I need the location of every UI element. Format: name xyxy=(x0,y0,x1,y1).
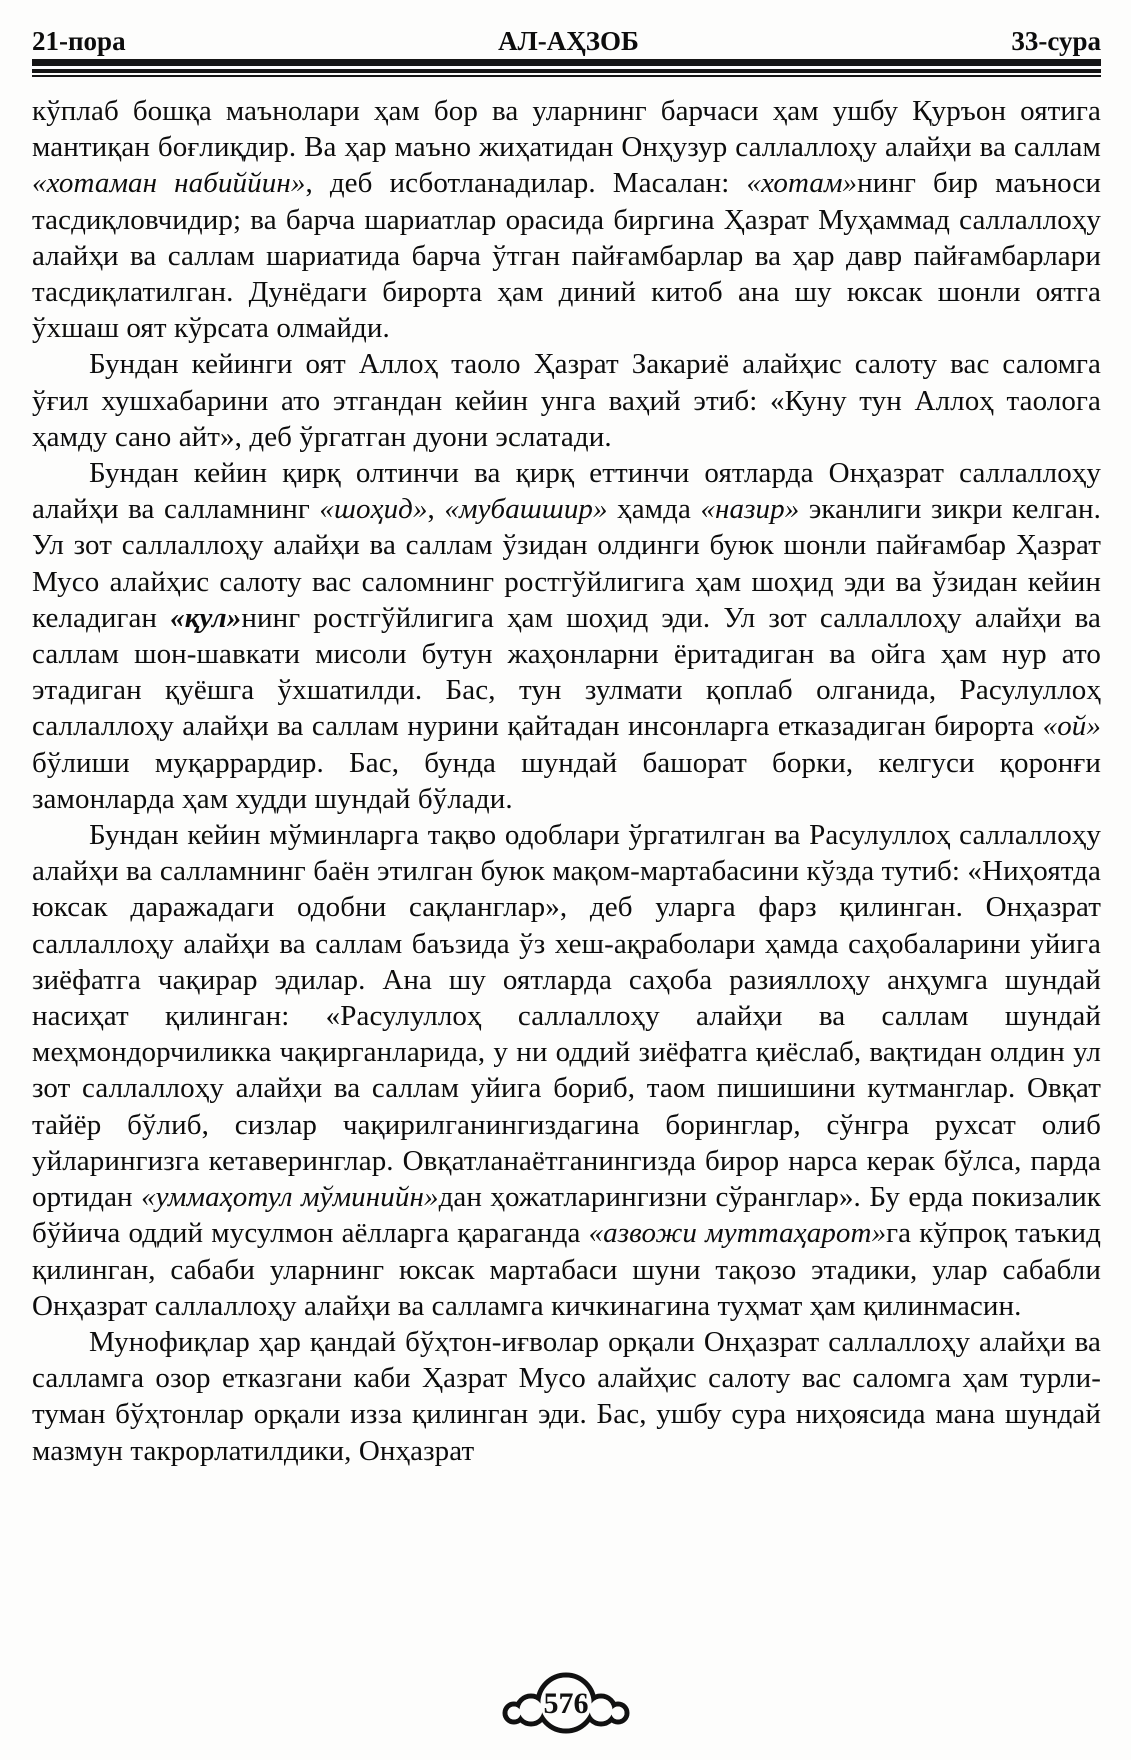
page-number-ornament xyxy=(0,1666,1131,1742)
juz-label: 21-пора xyxy=(32,26,126,56)
paragraph xyxy=(32,455,1101,817)
header-rule-mid-bar xyxy=(32,69,1101,73)
text-run: , деб исботланадилар. Масалан: xyxy=(305,167,747,200)
emphasized-text-run: «азвожи муттаҳарот» xyxy=(588,1217,887,1250)
sura-number-label: 33-сура xyxy=(1011,26,1101,56)
emphasized-text-run: «қул» xyxy=(170,601,242,634)
emphasized-text-run: «уммаҳотул мўминийн» xyxy=(141,1181,439,1214)
text-run: эканлиги зикри келган. Ул зот саллаллоҳу алайҳи ва саллам ўзидан олдинги буюк шонли пайғамбар Ҳазрат Мусо алайҳис салоту вас саломнинг ростгўйлигига ҳам шоҳид эди ва ўзидан кейин келадиган xyxy=(32,493,1101,634)
running-head xyxy=(32,26,1101,56)
text-run: га кўпроқ таъкид қилинган, сабаби уларнинг юксак мартабаси шуни тақозо этадики, улар сабабли Онҳазрат саллаллоҳу алайҳи ва салламга кичкинагина туҳмат ҳам қилинмасин. xyxy=(32,1217,1101,1322)
text-run: нинг бир маъноси тасдиқловчидир; ва барча шариатлар орасида биргина Ҳазрат Муҳаммад саллаллоҳу алайҳи ва саллам шариатида барча ўтган пайғамбарлар ва ҳар давр пайғамбарлари тасдиқлатилган. Дунёдаги бирорта ҳам диний китоб ана шу юксак шонли оятга ўхшаш оят кўрсата олмайди. xyxy=(32,167,1101,345)
sura-title: АЛ-АҲЗОБ xyxy=(498,26,639,56)
body-text xyxy=(32,93,1101,1469)
emphasized-text-run: «ой» xyxy=(1042,710,1101,743)
text-run: Мунофиқлар ҳар қандай бўҳтон-иғволар орқали Онҳазрат саллаллоҳу алайҳи ва салламга озор етказгани каби Ҳазрат Мусо алайҳис салоту вас саломга ҳам турли-туман бўҳтонлар орқали изза қилинган эди. Бас, ушбу сура ниҳоясида мана шундай мазмун такрорлатилдики, Онҳазрат xyxy=(32,1325,1101,1467)
paragraph xyxy=(32,817,1101,1324)
text-run: нинг ростгўйлигига ҳам шоҳид эди. Ул зот саллаллоҳу алайҳи ва саллам шон-шавкати мисоли бутун жаҳонларни ёритадиган ва ойга ҳам нур ато этадиган қуёшга ўхшатилди. Бас, тун зулмати қоплаб олганида, Расулуллоҳ саллаллоҳу алайҳи ва саллам нурини қайтадан инсонларга етказадиган бирорта xyxy=(32,601,1101,743)
paragraph xyxy=(32,346,1101,455)
header-rule-thick-bar xyxy=(32,59,1101,66)
emphasized-text-run: «назир» xyxy=(700,493,800,526)
emphasized-text-run: «хотам» xyxy=(746,167,858,200)
text-run: Бундан кейинги оят Аллоҳ таоло Ҳазрат Закариё алайҳис салоту вас саломга ўғил хушхабарини ато этгандан кейин унга ваҳий этиб: «Куну тун Аллоҳ таолога ҳамду сано айт», деб ўргатган дуони эслатади. xyxy=(32,348,1101,453)
text-run: ҳамда xyxy=(607,493,701,526)
emphasized-text-run: «хотаман набиййин» xyxy=(32,167,306,200)
text-run: бўлиши муқаррардир. Бас, бунда шундай башорат борки, келгуси қоронғи замонларда ҳам худди шундай бўлади. xyxy=(32,746,1101,815)
header-rule xyxy=(32,59,1101,77)
page-number: 576 xyxy=(543,1687,588,1720)
emphasized-text-run: «мубашшир» xyxy=(444,493,608,526)
text-run: дан ҳожатларингизни сўранглар». Бу ерда покизалик бўйича оддий мусулмон аёлларга қараганда xyxy=(32,1181,1101,1250)
text-run: Бундан кейин қирқ олтинчи ва қирқ еттинчи оятларда Онҳазрат саллаллоҳу алайҳи ва салламнинг xyxy=(32,457,1101,526)
cloud-ornament-icon xyxy=(491,1666,641,1742)
text-run: , xyxy=(427,493,445,526)
text-run: Бундан кейин мўминларга тақво одоблари ўргатилган ва Расулуллоҳ саллаллоҳу алайҳи ва салламнинг баён этилган буюк мақом-мартабасини кўзда тутиб: «Ниҳоятда юксак даражадаги одобни сақланглар», деб уларга фарз қилинган. Онҳазрат саллаллоҳу алайҳи ва саллам баъзида ўз хеш-ақраболари ҳамда саҳобаларини уйига зиёфатга чақирар эдилар. Ана шу оятларда саҳоба разияллоҳу анҳумга шундай насиҳат қилинган: «Расулуллоҳ саллаллоҳу алайҳи ва саллам шундай меҳмондорчиликка чақирганларида, у ни оддий зиёфатга қиёслаб, вақтидан олдин ул зот саллаллоҳу алайҳи ва саллам уйига бориб, таом пишишини кутманглар. Овқат тайёр бўлиб, сизлар чақирилганингиздагина боринглар, сўнгра рухсат олиб уйларингизга кетаверинглар. Овқатланаётганингизда бирор нарса керак бўлса, парда ортидан xyxy=(32,819,1101,1214)
emphasized-text-run: «шоҳид» xyxy=(319,493,428,526)
header-rule-thin-bar xyxy=(32,75,1101,77)
text-run: кўплаб бошқа маънолари ҳам бор ва уларнинг барчаси ҳам ушбу Қуръон оятига мантиқан боғлиқдир. Ва ҳар маъно жиҳатидан Онҳузур саллаллоҳу алайҳи ва саллам xyxy=(32,95,1101,164)
paragraph xyxy=(32,93,1101,346)
paragraph xyxy=(32,1324,1101,1469)
